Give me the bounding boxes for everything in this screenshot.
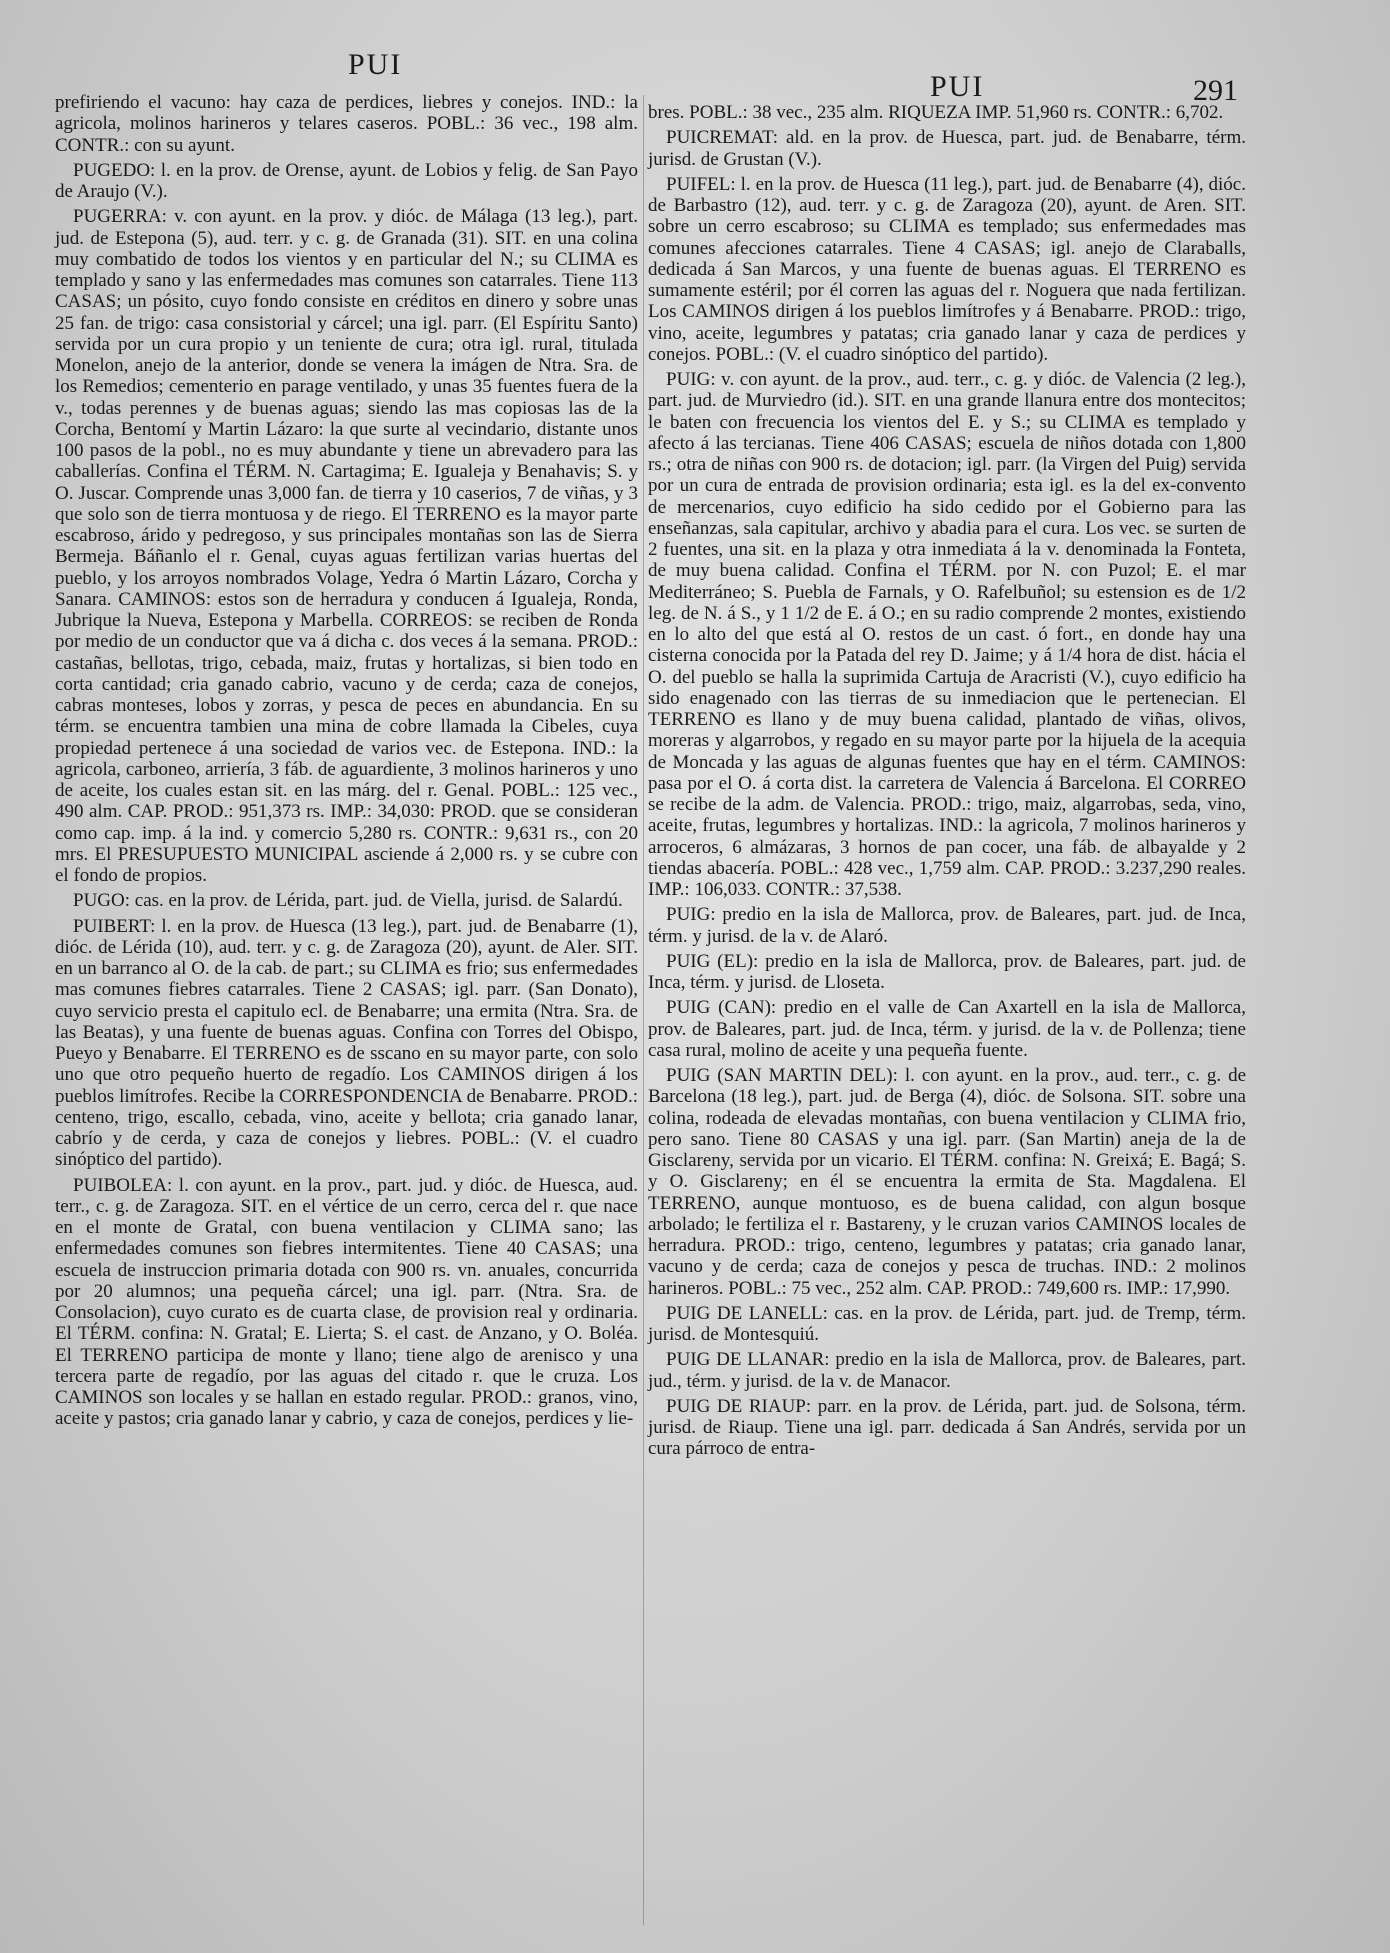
running-header-right: PUI <box>930 70 985 103</box>
entry-puig-de-lanell: PUIG DE LANELL: cas. en la prov. de Lérida, part. jud. de Tremp, térm. jurisd. de Montesquiú. <box>648 1302 1246 1345</box>
entry-pugedo: PUGEDO: l. en la prov. de Orense, ayunt. de Lobios y felig. de San Payo de Araujo (V.). <box>55 159 638 202</box>
running-header-left: PUI <box>348 48 403 81</box>
entry-puig-can: PUIG (CAN): predio en el valle de Can Axartell en la isla de Mallorca, prov. de Baleares, part. jud. de Inca, térm. y jurisd. de la v. de Pollenza; tiene casa rural, molino de aceite y una pequeña fuente. <box>648 997 1246 1061</box>
entry-continuation: prefiriendo el vacuno: hay caza de perdices, liebres y conejos. IND.: la agricola, molinos harineros y telares caseros. POBL.: 36 vec., 198 alm. CONTR.: con su ayunt. <box>55 92 638 156</box>
entry-puibert: PUIBERT: l. en la prov. de Huesca (13 leg.), part. jud. de Benabarre (1), dióc. de Lérida (10), aud. terr. y c. g. de Zaragoza (20), ayunt. de Aler. SIT. en un barranco al O. de la cab. de part.; su CLIMA es frio; sus enfermedades mas comunes fiebres catarrales. Tiene 2 CASAS; igl. parr. (San Donato), cuyo servicio presta el capitulo ecl. de Benabarre; una ermita (Ntra. Sra. de las Beatas), y una fuente de buenas aguas. Confina con Torres del Obispo, Pueyo y Benabarre. El TERRENO es de sscano en su mayor parte, con solo uno que otro pequeño huerto de regadío. Los CAMINOS dirigen á los pueblos limítrofes. Recibe la CORRESPONDENCIA de Benabarre. PROD.: centeno, trigo, escallo, cebada, vino, aceite y bellota; cria ganado lanar, cabrío y de cerda, y caza de conejos y liebres. POBL.: (V. el cuadro sinóptico del partido). <box>55 915 638 1171</box>
entry-puig-valencia: PUIG: v. con ayunt. de la prov., aud. terr., c. g. y dióc. de Valencia (2 leg.), part. jud. de Murviedro (id.). SIT. en una grande llanura entre dos montecitos; le baten con frecuencia los vientos del E. y S.; su CLIMA es templado y afecto á las tercianas. Tiene 406 CASAS; escuela de niños dotada con 1,800 rs.; otra de niñas con 900 rs. de dotacion; igl. parr. (la Virgen del Puig) servida por un cura de entrada de provision ordinaria; esta igl. es la del ex-convento de mercenarios, cuyo edificio ha sido cedido por el Gobierno para las enseñanzas, sala capitular, archivo y abadia para el cura. Los vec. se surten de 2 fuentes, una sit. en la plaza y otra inmediata á la v. denominada la Fonteta, de muy buena calidad. Confina el TÉRM. por N. con Puzol; E. el mar Mediterráneo; S. Puebla de Farnals, y O. Rafelbuñol; su estension es de 1/2 leg. de N. á S., y 1 1/2 de E. á O.; en su radio comprende 2 montes, existiendo en lo alto del que está al O. restos de un cast. ó fort., en donde hay una cisterna conocida por la Patada del rey D. Jaime; y á 1/4 hora de dist. hácia el O. del pueblo se halla la suprimida Cartuja de Aracristi (V.), cuyo edificio ha sido enagenado con las tierras de su inmediacion que le pertenecian. El TERRENO es llano y de muy buena calidad, plantado de viñas, olivos, moreras y algarrobos, y regado en su mayor parte por la hijuela de la acequia de Moncada y las aguas de algunas fuentes que hay en el térm. CAMINOS: pasa por el O. á corta dist. la carretera de Valencia á Barcelona. El CORREO se recibe de la adm. de Valencia. PROD.: trigo, maiz, algarrobas, seda, vino, aceite, frutas, legumbres y hortalizas. IND.: la agricola, 7 molinos harineros y arroceros, 6 almázaras, 3 hornos de pan cocer, una fáb. de albayalde y 2 tiendas abacería. POBL.: 428 vec., 1,759 alm. CAP. PROD.: 3.237,290 reales. IMP.: 106,033. CONTR.: 37,538. <box>648 369 1246 900</box>
page-number: 291 <box>1193 74 1238 107</box>
right-column <box>648 102 1246 1464</box>
entry-puig-de-riaup: PUIG DE RIAUP: parr. en la prov. de Lérida, part. jud. de Solsona, térm. jurisd. de Riaup. Tiene una igl. parr. dedicada á San Andrés, servida por un cura párroco de entra- <box>648 1395 1246 1460</box>
entry-puifel: PUIFEL: l. en la prov. de Huesca (11 leg.), part. jud. de Benabarre (4), dióc. de Barbastro (12), aud. terr. y c. g. de Zaragoza (20), ayunt. de Aren. SIT. sobre un cerro escabroso; su CLIMA es templado; sus enfermedades mas comunes afecciones catarrales. Tiene 4 CASAS; igl. anejo de Claraballs, dedicada á San Marcos, y una fuente de buenas aguas. El TERRENO es sumamente estéril; por él corren las aguas del r. Noguera que nada fertilizan. Los CAMINOS dirigen á los pueblos limítrofes y á Benabarre. PROD.: trigo, vino, aceite, legumbres y patatas; cria ganado lanar y caza de perdices y conejos. POBL.: (V. el cuadro sinóptico del partido). <box>648 173 1246 365</box>
entry-puig-san-martin: PUIG (SAN MARTIN DEL): l. con ayunt. en la prov., aud. terr., c. g. de Barcelona (18 leg.), part. jud. de Berga (4), dióc. de Solsona. SIT. sobre una colina, rodeada de elevadas montañas, con buena ventilacion y CLIMA frio, pero sano. Tiene 80 CASAS y una igl. parr. (San Martin) aneja de la de Gisclareny, servida por un vicario. El TÉRM. confina: N. Greixá; E. Bagá; S. y O. Gisclareny; en él se encuentra la ermita de Sta. Magdalena. El TERRENO, aunque montuoso, es de buena calidad, con algun bosque arbolado; le fertiliza el r. Bastareny, y le cruzan varios CAMINOS locales de herradura. PROD.: trigo, centeno, legumbres y patatas; cria ganado lanar, vacuno y de cerda; caza de conejos y pesca de truchas. IND.: 2 molinos harineros. POBL.: 75 vec., 252 alm. CAP. PROD.: 749,600 rs. IMP.: 17,990. <box>648 1065 1246 1299</box>
entry-puig-mallorca: PUIG: predio en la isla de Mallorca, prov. de Baleares, part. jud. de Inca, térm. y jurisd. de la v. de Alaró. <box>648 904 1246 947</box>
entry-puig-el: PUIG (EL): predio en la isla de Mallorca, prov. de Baleares, part. jud. de Inca, térm. y jurisd. de Lloseta. <box>648 950 1246 993</box>
entry-continuation-right: bres. POBL.: 38 vec., 235 alm. RIQUEZA IMP. 51,960 rs. CONTR.: 6,702. <box>648 102 1224 123</box>
entry-puig-de-llanar: PUIG DE LLANAR: predio en la isla de Mallorca, prov. de Baleares, part. jud., térm. y jurisd. de la v. de Manacor. <box>648 1349 1246 1392</box>
entry-puicremat: PUICREMAT: ald. en la prov. de Huesca, part. jud. de Benabarre, térm. jurisd. de Grustan (V.). <box>648 127 1246 170</box>
entry-puibolea: PUIBOLEA: l. con ayunt. en la prov., part. jud. y dióc. de Huesca, aud. terr., c. g. de Zaragoza. SIT. en el vértice de un cerro, cerca del r. que nace en el monte de Gratal, con buena ventilacion y CLIMA sano; las enfermedades comunes son fiebres intermitentes. Tiene 40 CASAS; una escuela de instruccion primaria dotada con 900 rs. vn. anuales, concurrida por 20 alumnos; una pequeña cárcel; una igl. parr. (Ntra. Sra. de Consolacion), cuyo curato es de cuarta clase, de provision real y ordinaria. El TÉRM. confina: N. Gratal; E. Lierta; S. el cast. de Anzano, y O. Boléa. El TERRENO participa de monte y llano; tiene algo de arenisco y una tercera parte de regadío, por las aguas del citado r. que le cruza. Los CAMINOS son locales y se hallan en estado regular. PROD.: granos, vino, aceite y pastos; cria ganado lanar y cabrio, y caza de conejos, perdices y lie- <box>55 1174 638 1430</box>
left-column <box>55 92 638 1434</box>
column-divider <box>643 95 644 1925</box>
entry-pugo: PUGO: cas. en la prov. de Lérida, part. jud. de Viella, jurisd. de Salardú. <box>73 890 623 912</box>
entry-pugerra: PUGERRA: v. con ayunt. en la prov. y dióc. de Málaga (13 leg.), part. jud. de Estepona (5), aud. terr. y c. g. de Granada (31). SIT. en una colina muy combatido de todos los vientos y en particular del N.; su CLIMA es templado y sano y las enfermedades mas comunes son catarrales. Tiene 113 CASAS; un pósito, cuyo fondo consiste en créditos en dinero y sobre unas 25 fan. de trigo: casa consistorial y cárcel; una igl. parr. (El Espíritu Santo) servida por un cura propio y un teniente de cura; otra igl. rural, titulada Monelon, anejo de la anterior, donde se venera la imágen de Ntra. Sra. de los Remedios; cementerio en parage ventilado, y unas 35 fuentes fuera de la v., todas perennes y de buenas aguas; siendo las mas copiosas las de la Corcha, Bentomí y Martin Lázaro: la que surte al vecindario, distante unos 100 pasos de la pobl., no es muy abundante y tiene un abrevadero para las caballerías. Confina el TÉRM. N. Cartagima; E. Igualeja y Benahavis; S. y O. Juscar. Comprende unas 3,000 fan. de tierra y 10 caserios, 7 de viñas, y 3 que solo son de tierra montuosa y de riego. El TERRENO es la mayor parte escabroso, árido y pedregoso, y sus principales montañas son las de Sierra Bermeja. Báñanlo el r. Genal, cuyas aguas fertilizan varias huertas del pueblo, y los arroyos nombrados Volage, Yedra ó Martin Lázaro, Corcha y Sanara. CAMINOS: estos son de herradura y conducen á Igualeja, Ronda, Jubrique la Nueva, Estepona y Marbella. CORREOS: se reciben de Ronda por medio de un conductor que va á dicha c. dos veces á la semana. PROD.: castañas, bellotas, trigo, cebada, maiz, frutas y hortalizas, si bien todo en corta cantidad; cria ganado cabrio, vacuno y de cerda; caza de conejos, cabras monteses, lobos y zorras, y pesca de peces en abundancia. En su térm. se encuentra tambien una mina de cobre llamada la Cibeles, cuya propiedad pertenece á una sociedad de varios vec. de Estepona. IND.: la agricola, carboneo, arriería, 3 fáb. de aguardiente, 3 molinos harineros y uno de aceite, los cuales estan sit. en las márg. del r. Genal. POBL.: 125 vec., 490 alm. CAP. PROD.: 951,373 rs. IMP.: 34,030: PROD. que se consideran como cap. imp. á la ind. y comercio 5,280 rs. CONTR.: 9,631 rs., con 20 mrs. El PRESUPUESTO MUNICIPAL asciende á 2,000 rs. y se cubre con el fondo de propios. <box>55 206 638 886</box>
